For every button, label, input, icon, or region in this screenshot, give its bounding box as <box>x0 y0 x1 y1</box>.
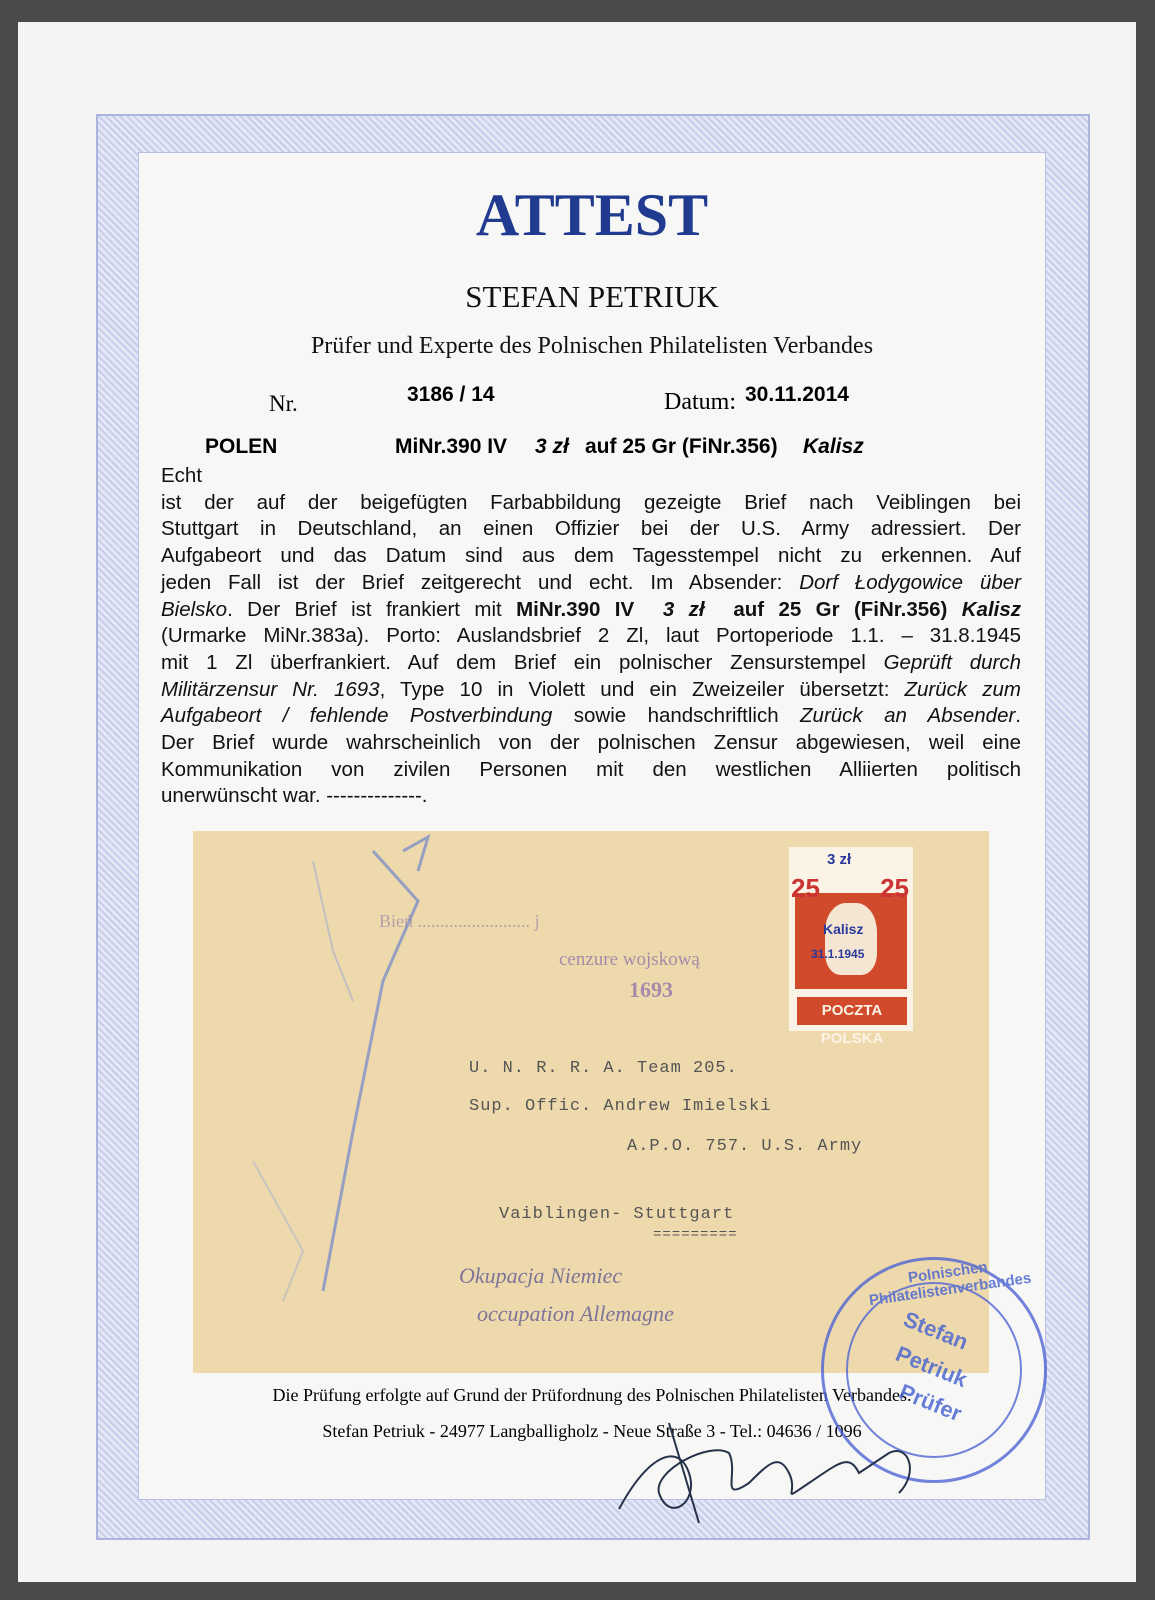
text-fragment: . <box>1015 704 1021 728</box>
stamp-field <box>795 893 907 989</box>
handwriting-line-2: occupation Allemagne <box>477 1301 674 1326</box>
handwritten-note: Zurück an Absender <box>800 704 1016 728</box>
text-line: Der Brief wurde wahrscheinlich von der polnischen Zensur abgewiesen, weil eine <box>161 731 1021 755</box>
stamp-value-left: 25 <box>791 873 820 903</box>
signature <box>609 1413 969 1533</box>
catalog-number: MiNr.390 IV <box>395 435 508 458</box>
censor-stamp-text: cenzure wojskową <box>559 949 700 970</box>
catalog-ref: MiNr.390 IV <box>516 597 635 621</box>
stamp-country: POCZTA POLSKA <box>797 997 907 1025</box>
certificate-number: 3186 / 14 <box>407 383 495 406</box>
examiner-role: Prüfer und Experte des Polnischen Philatelisten Verbandes <box>310 333 874 359</box>
certificate-date: 30.11.2014 <box>745 383 849 406</box>
catalog-ref-base: auf 25 Gr (FiNr.356) <box>733 597 948 621</box>
catalog-base: auf 25 Gr (FiNr.356) <box>585 435 778 458</box>
address-underline: ========= <box>653 1227 738 1243</box>
guilloche-border <box>96 114 1090 1540</box>
description-text <box>161 463 1021 810</box>
catalog-value: 3 zł <box>535 435 569 458</box>
text-line: ist der auf der beigefügten Farbabbildung gezeigte Brief nach Veiblingen bei <box>161 490 1021 514</box>
censor-stamp-number: 1693 <box>629 977 673 1002</box>
text-line: jeden Fall ist der Brief zeitgerecht und echt. Im Absender: <box>161 570 800 594</box>
text-line: mit 1 Zl überfrankiert. Auf dem Brief ein polnischer Zensurstempel <box>161 650 884 674</box>
text-line: Aufgabeort und das Datum sind aus dem Tagesstempel nicht zu erkennen. Auf <box>161 544 1021 568</box>
address-line-1: U. N. R. R. A. Team 205. <box>469 1059 738 1078</box>
seal-name-3: Prüfer <box>895 1378 966 1427</box>
seal-name-1: Stefan <box>899 1306 972 1355</box>
stamp-value-right: 25 <box>880 873 909 903</box>
sender-location: Dorf Łodygowice über <box>799 570 1021 594</box>
certificate-body <box>138 152 1046 1500</box>
examiner-name: STEFAN PETRIUK <box>465 279 719 314</box>
footer-address: Stefan Petriuk - 24977 Langballigholz - Neue Straße 3 - Tel.: 04636 / 1096 <box>322 1421 862 1441</box>
stamp-overprint-city: Kalisz <box>823 921 864 937</box>
eagle-icon <box>825 903 877 975</box>
certificate-title: ATTEST <box>475 182 709 248</box>
text-line: Kommunikation von zivilen Personen mit den westlichen Alliierten politisch <box>161 757 1021 781</box>
cancel-mark: Bień ......................... j <box>379 911 540 931</box>
date-label: Datum: <box>664 389 736 415</box>
catalog-ref-value: 3 zł <box>662 597 705 621</box>
echt-word: Echt <box>161 464 203 487</box>
handwriting-line-1: Okupacja Niemiec <box>459 1263 623 1288</box>
catalog-ref-city: Kalisz <box>961 597 1021 621</box>
censor-mark-number: Militärzensur Nr. 1693 <box>161 677 380 701</box>
address-line-3: A.P.O. 757. U.S. Army <box>627 1137 863 1156</box>
text-line: Stuttgart in Deutschland, an einen Offizier bei der U.S. Army adressiert. Der <box>161 517 1021 541</box>
postage-stamp <box>789 847 913 1047</box>
text-line: (Urmarke MiNr.383a). Porto: Auslandsbrief 2 Zl, laut Portoperiode 1.1. – 31.8.1945 <box>161 624 1021 648</box>
country: POLEN <box>205 435 278 458</box>
sender-town: Bielsko <box>161 597 228 621</box>
text-line: unerwünscht war. --------------. <box>161 784 428 808</box>
certificate-sheet <box>18 22 1136 1582</box>
seal-outer-text: Polnischen Philatelistenverbandes <box>868 1258 1033 1310</box>
text-fragment: sowie handschriftlich <box>552 704 801 728</box>
return-note: Zurück zum <box>904 677 1021 701</box>
address-line-2: Sup. Offic. Andrew Imielski <box>469 1097 772 1116</box>
footer-note: Die Prüfung erfolgte auf Grund der Prüfordnung des Polnischen Philatelisten Verbandes. <box>272 1385 912 1405</box>
number-label: Nr. <box>269 391 298 416</box>
stamp-overprint-date: 31.1.1945 <box>811 947 865 961</box>
stamp-overprint: 3 zł <box>827 851 852 868</box>
return-note-cont: Aufgabeort / fehlende Postverbindung <box>161 704 553 728</box>
catalog-city: Kalisz <box>803 435 864 458</box>
text-fragment: . Der Brief ist frankiert mit <box>227 597 517 621</box>
censor-mark: Geprüft durch <box>883 650 1022 674</box>
text-fragment: , Type 10 in Violett und ein Zweizeiler übersetzt: <box>379 677 905 701</box>
seal-name-2: Petriuk <box>892 1340 971 1393</box>
address-line-4: Vaiblingen- Stuttgart <box>499 1205 735 1224</box>
